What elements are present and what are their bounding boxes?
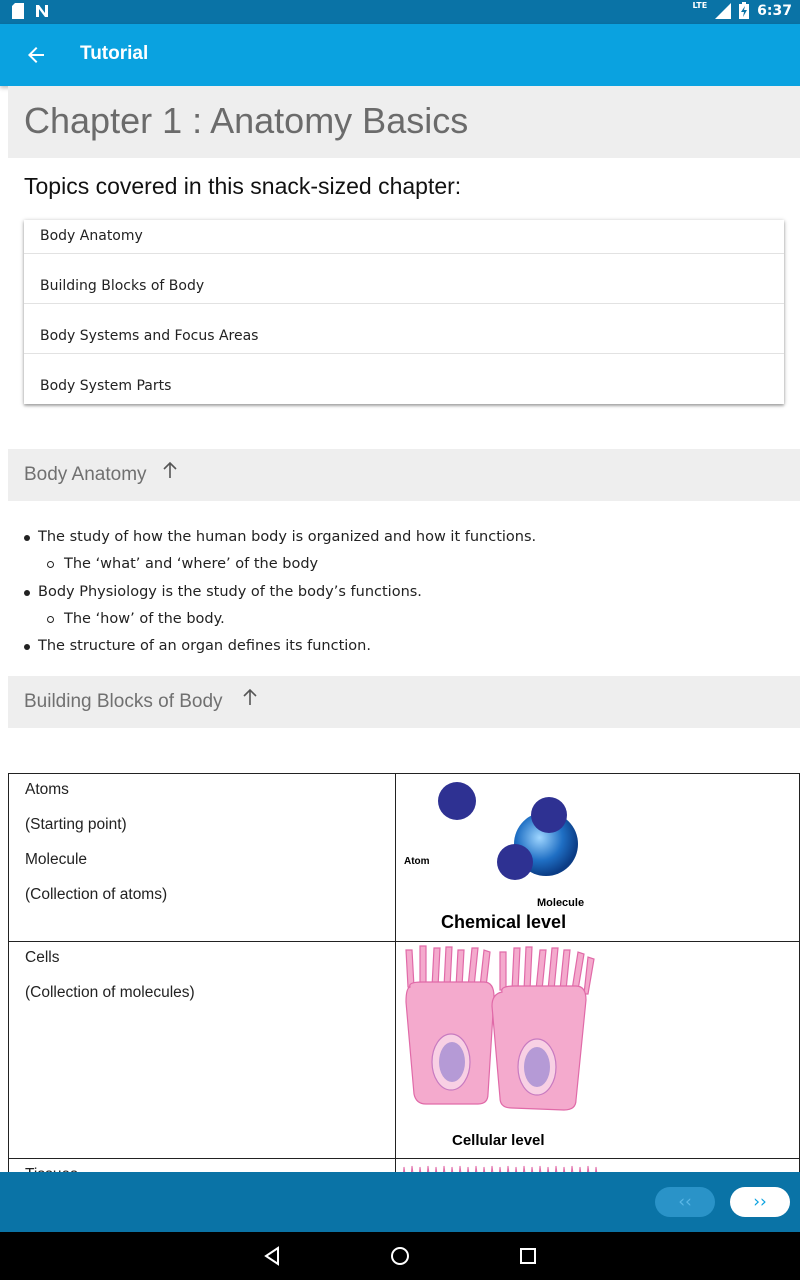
arrow-up-icon[interactable] <box>161 461 179 479</box>
back-arrow-icon[interactable] <box>24 43 48 67</box>
section-header-building-blocks <box>8 676 800 728</box>
table-cell-figure <box>396 774 800 942</box>
toc-item-body-anatomy[interactable]: Body Anatomy <box>24 220 784 254</box>
notification-n-icon <box>34 3 50 19</box>
section-header-body-anatomy <box>8 449 800 501</box>
toc-item-building-blocks[interactable]: Building Blocks of Body <box>24 254 784 304</box>
back-triangle-icon[interactable] <box>260 1244 284 1268</box>
section-title: Building Blocks of Body <box>24 691 223 712</box>
cell-line: (Starting point) <box>25 816 127 833</box>
network-type-label: LTE <box>692 1 708 10</box>
toc-item-system-parts[interactable]: Body System Parts <box>40 378 172 394</box>
tutorial-content[interactable] <box>0 86 800 1172</box>
recents-square-icon[interactable] <box>516 1244 540 1268</box>
clock: 6:37 <box>757 2 792 19</box>
table-row <box>9 942 800 1159</box>
next-button[interactable]: ›› <box>730 1187 790 1217</box>
bullet-item: Body Physiology is the study of the body’s functions. <box>22 579 536 606</box>
topics-list <box>24 220 784 404</box>
table-cell-figure <box>396 942 800 1159</box>
cell-line: (Collection of molecules) <box>25 984 195 1001</box>
app-bar-title: Tutorial <box>80 43 149 64</box>
previous-button[interactable]: ‹‹ <box>655 1187 715 1217</box>
building-blocks-table <box>8 773 800 1219</box>
cell-line: (Collection of atoms) <box>25 886 168 903</box>
bullet-item: The study of how the human body is organized and how it functions. <box>22 524 536 551</box>
table-cell-text <box>9 942 396 1159</box>
bottom-navigation-bar <box>0 1172 800 1232</box>
app-bar <box>0 24 800 86</box>
sub-bullet-item: The ‘how’ of the body. <box>22 606 536 633</box>
bullet-item: The structure of an organ defines its function. <box>22 633 536 660</box>
topics-intro: Topics covered in this snack-sized chapter: <box>24 173 462 199</box>
body-anatomy-bullets <box>22 524 536 660</box>
toc-item-body-systems[interactable]: Body Systems and Focus Areas <box>24 304 784 354</box>
chemical-level-illustration <box>396 774 799 936</box>
molecule-label: Molecule <box>537 897 585 909</box>
cell-line: Molecule <box>25 851 88 868</box>
chapter-header <box>8 86 800 158</box>
cellular-level-illustration <box>396 942 799 1153</box>
status-bar <box>0 0 800 24</box>
figure-caption: Cellular level <box>452 1132 545 1149</box>
atom-label: Atom <box>404 856 430 867</box>
table-row <box>9 774 800 942</box>
sub-bullet-item: The ‘what’ and ‘where’ of the body <box>22 551 536 578</box>
cell-line: Cells <box>25 949 60 966</box>
figure-caption: Chemical level <box>441 912 567 932</box>
battery-charging-icon <box>739 2 749 19</box>
signal-icon <box>715 3 731 19</box>
cell-line: Atoms <box>25 781 69 798</box>
sd-card-icon <box>12 3 24 19</box>
home-circle-icon[interactable] <box>388 1244 412 1268</box>
chapter-title: Chapter 1 : Anatomy Basics <box>24 100 469 141</box>
table-cell-text <box>9 774 396 942</box>
arrow-up-icon[interactable] <box>241 688 259 706</box>
system-navigation-bar <box>0 1232 800 1280</box>
section-title: Body Anatomy <box>24 464 147 485</box>
